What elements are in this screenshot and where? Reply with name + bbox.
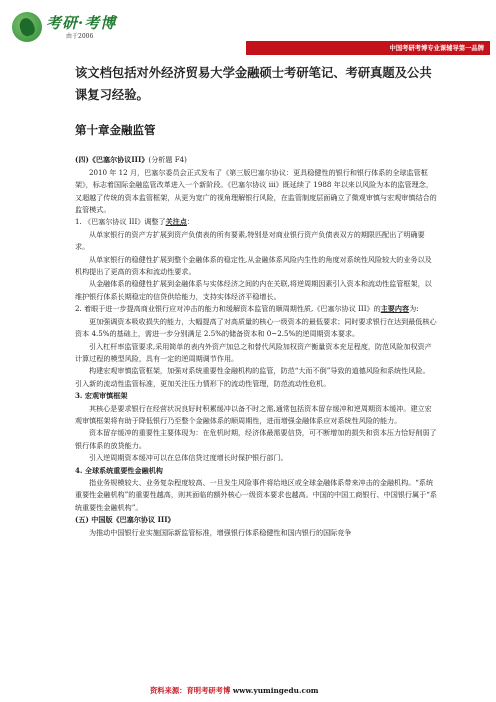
logo-text: 考研·考博 — [46, 14, 117, 32]
header-banner — [246, 41, 490, 55]
item-text: 1. 《巴塞尔协议 III》调整了 — [75, 217, 166, 227]
key-term: 主要内容 — [380, 304, 410, 314]
paragraph: 构建宏观审慎监管框架，加强对系统重要性金融机构的监管，防范“大而不倒”导致的道德风险和系统性风险。 — [89, 366, 430, 376]
item-text: 2. 着眼于进一步提高商业银行应对冲击的能力和缓解资本监管的顺周期性质,《巴塞尔协议 III》的 — [75, 304, 381, 314]
footer-label: 资料来源：育明考研考博 — [150, 686, 231, 695]
section-4-title: (四)《巴塞尔协议III》 — [75, 155, 149, 165]
section-5-title: (五) 中国版《巴塞尔协议 III》 — [75, 515, 175, 525]
logo-subtitle: 由于2006 — [66, 33, 94, 40]
paragraph: 2010 年 12 月，巴塞尔委员会正式发布了《第三版巴塞尔协议：更具稳健性的银行和银行体系的全球监管框架》，标志着国际金融监管改革进入一个新阶段。《巴塞尔协议 iii》既延续了 1988 年以来以风险为本的监管理念，又超越了传统的资本监管框架，从更为宽广的视角理解银行风险，在监管制度层面确立了微观审慎与宏观审慎结合的监管模式。 — [75, 167, 437, 215]
chapter-title: 第十章金融监管 — [75, 123, 156, 137]
paragraph: 从单家银行的稳健性扩展到整个金融体系的稳定性,从金融体系风险内生性的角度对系统性风险较大的业务以及机构提出了更高的资本和流动性要求。 — [75, 254, 432, 277]
section-4-heading — [75, 154, 437, 166]
paragraph: 从单家银行的资产方扩展到资产负债表的所有要素,特别是对商业银行资产负债表双方的期限匹配出了明确要求。 — [75, 229, 425, 252]
paragraph: 资本留存缓冲的重要性主要体现为：在危机时期，经济体最需要信贷，可不断增加的损失和资本压力恰好削弱了银行体系的放贷能力。 — [75, 428, 437, 450]
list-item-3: 3. 宏观审慎框架 — [75, 391, 128, 401]
paragraph: 其核心是要求银行在经营状况良好时积累缓冲以备不时之需,通常包括资本留存缓冲和逆周期资本缓冲。建立宏观审慎框架将有助于降低银行乃至整个金融体系的顺周期性，进而增强金融体系应对系统性风险的能力。 — [75, 403, 432, 425]
paragraph: 指业务规模较大、业务复杂程度较高、一旦发生风险事件将给地区或全球金融体系带来冲击的金融机构。“系统重要性金融机构”的重要性越高，则其面临的额外核心一级资本要求也越高。中国的中国工商银行、中国银行属于“系统重要性金融机构”。 — [75, 477, 437, 512]
list-item-4: 4. 全球系统重要性金融机构 — [75, 465, 163, 475]
banner-text: 中国考研考博专业课辅导第一品牌 — [389, 45, 484, 52]
page-footer — [150, 686, 319, 696]
intro-heading: 该文档包括对外经济贸易大学金融硕士考研笔记、考研真题及公共课复习经验。 — [75, 65, 432, 102]
list-item-1 — [75, 216, 437, 228]
leaf-logo-icon — [12, 12, 42, 42]
paragraph: 从金融体系的稳健性扩展到金融体系与实体经济之间的内在关联,将逆周期因素引入资本和流动性监管框架，以维护银行体系长期稳定的信贷供给能力，支持实体经济平稳增长。 — [75, 279, 432, 301]
item-text-end: ： — [186, 217, 194, 227]
footer-url-link[interactable]: www.yumingedu.com — [232, 686, 319, 695]
item-text-end: 为: — [409, 304, 419, 314]
key-term: 关注点 — [165, 217, 187, 227]
section-4-note: (分析题 F4) — [148, 155, 187, 165]
document-body — [75, 62, 437, 539]
list-item-2 — [75, 303, 437, 315]
paragraph: 为推动中国银行业实施国际新监管标准，增强银行体系稳健性和国内银行的国际竞争 — [89, 527, 352, 537]
paragraph: 更加强调资本吸收损失的能力，大幅提高了对高质量的核心一级资本的最低要求；同时要求银行在达到最低核心资本 4.5%的基础上，需进一步分别满足 2.5%的储备资本和 0~2.5%的逆周期资本要求。 — [75, 316, 437, 339]
paragraph: 引入逆周期资本缓冲可以在总体信贷过度增长时保护银行部门。 — [89, 453, 288, 463]
paragraph: 引入新的流动性监管标准，更加关注压力情形下的流动性管理，防范流动性危机。 — [75, 378, 331, 388]
paragraph: 引入杠杆率监管要求,采用简单的表内外资产加总之和替代风险加权资产衡量资本充足程度，防范风险加权资产计算过程的模型风险，具有一定的逆周期调节作用。 — [75, 341, 432, 363]
page-header — [0, 0, 496, 56]
